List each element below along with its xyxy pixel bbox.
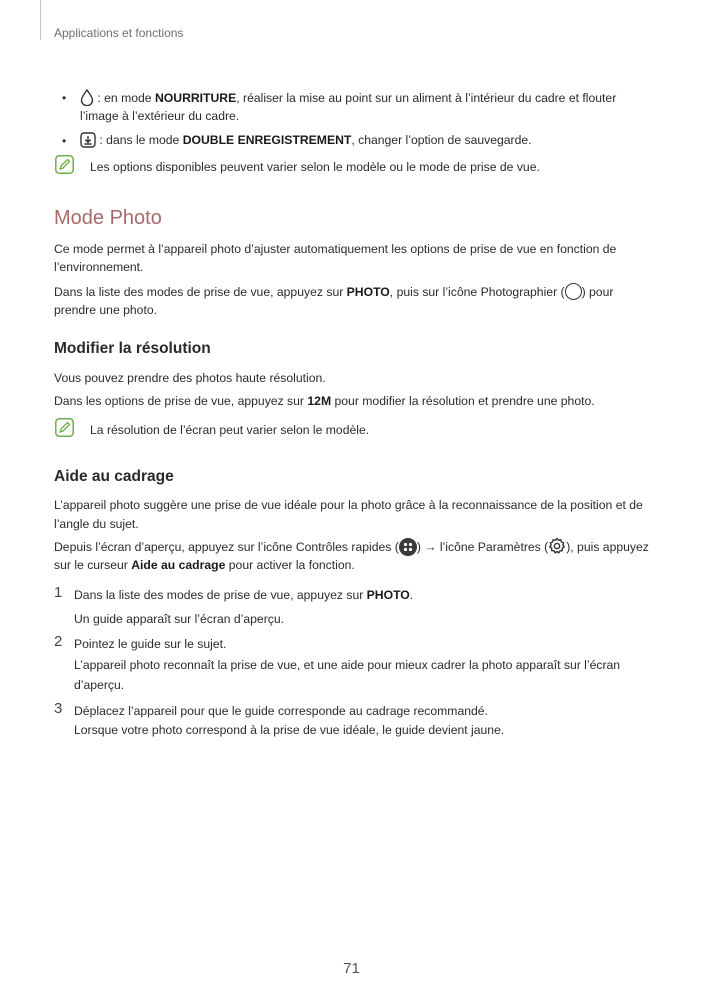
bullet-nourriture-line2: l’image à l’extérieur du cadre.: [80, 109, 240, 123]
resolution-para1: Vous pouvez prendre des photos haute résolution.: [54, 371, 326, 385]
step-number: 2: [54, 633, 63, 650]
note-resolution: La résolution de l’écran peut varier selon le modèle.: [90, 423, 370, 437]
note-options: Les options disponibles peuvent varier selon le modèle ou le mode de prise de vue.: [90, 160, 540, 174]
bullet-double-enregistrement: : dans le mode DOUBLE ENREGISTREMENT, changer l’option de sauvegarde.: [80, 130, 532, 154]
note-icon: [55, 155, 74, 179]
page-number: 71: [343, 960, 360, 977]
step-number: 3: [54, 700, 63, 717]
resolution-para2: Dans les options de prise de vue, appuyez sur 12M pour modifier la résolution et prendre une photo.: [54, 394, 595, 408]
step-3-text: Déplacez l’appareil pour que le guide corresponde au cadrage recommandé.: [74, 704, 488, 718]
save-download-icon: [80, 132, 96, 154]
mode-photo-para2-line2: prendre une photo.: [54, 303, 157, 317]
section-title-mode-photo: Mode Photo: [54, 207, 162, 229]
subsection-title-resolution: Modifier la résolution: [54, 340, 211, 357]
step-2-text: Pointez le guide sur le sujet.: [74, 637, 227, 651]
bullet-nourriture: : en mode NOURRITURE, réaliser la mise au point sur un aliment à l’intérieur du cadre et flouter: [80, 88, 616, 112]
section-header: Applications et fonctions: [54, 26, 184, 40]
quick-controls-icon: [399, 538, 417, 556]
mode-photo-para1-line1: Ce mode permet à l’appareil photo d’ajuster automatiquement les options de prise de vue en fonction de: [54, 242, 617, 256]
step-2-sub-line1: L’appareil photo reconnaît la prise de vue, et une aide pour mieux cadrer la photo apparaît sur l’écran: [74, 658, 621, 672]
cadrage-para1-line1: L’appareil photo suggère une prise de vue idéale pour la photo grâce à la reconnaissance de la position et de: [54, 498, 643, 512]
mode-photo-para2: Dans la liste des modes de prise de vue, appuyez sur PHOTO, puis sur l’icône Photographier ( ) pour: [54, 285, 614, 299]
shutter-icon: [565, 283, 582, 300]
step-number: 1: [54, 584, 63, 601]
cadrage-para1-line2: l’angle du sujet.: [54, 517, 139, 531]
gear-icon: [548, 537, 566, 561]
note-icon: [55, 418, 74, 442]
step-1-text: Dans la liste des modes de prise de vue, appuyez sur PHOTO.: [74, 588, 414, 602]
mode-photo-para1-line2: l’environnement.: [54, 260, 144, 274]
bullet-dot: •: [62, 91, 67, 105]
header-rule: [40, 0, 41, 40]
step-3-sub: Lorsque votre photo correspond à la prise de vue idéale, le guide devient jaune.: [74, 723, 505, 737]
step-1-sub: Un guide apparaît sur l’écran d’aperçu.: [74, 612, 285, 626]
step-2-sub-line2: d’aperçu.: [74, 678, 125, 692]
cadrage-para2: Depuis l’écran d’aperçu, appuyez sur l’icône Contrôles rapides ( ) → l’icône Paramètres ( ), puis appuyez: [54, 537, 649, 561]
cadrage-para2-line2: sur le curseur Aide au cadrage pour activer la fonction.: [54, 558, 355, 572]
subsection-title-cadrage: Aide au cadrage: [54, 468, 174, 485]
bullet-dot: •: [62, 134, 67, 148]
